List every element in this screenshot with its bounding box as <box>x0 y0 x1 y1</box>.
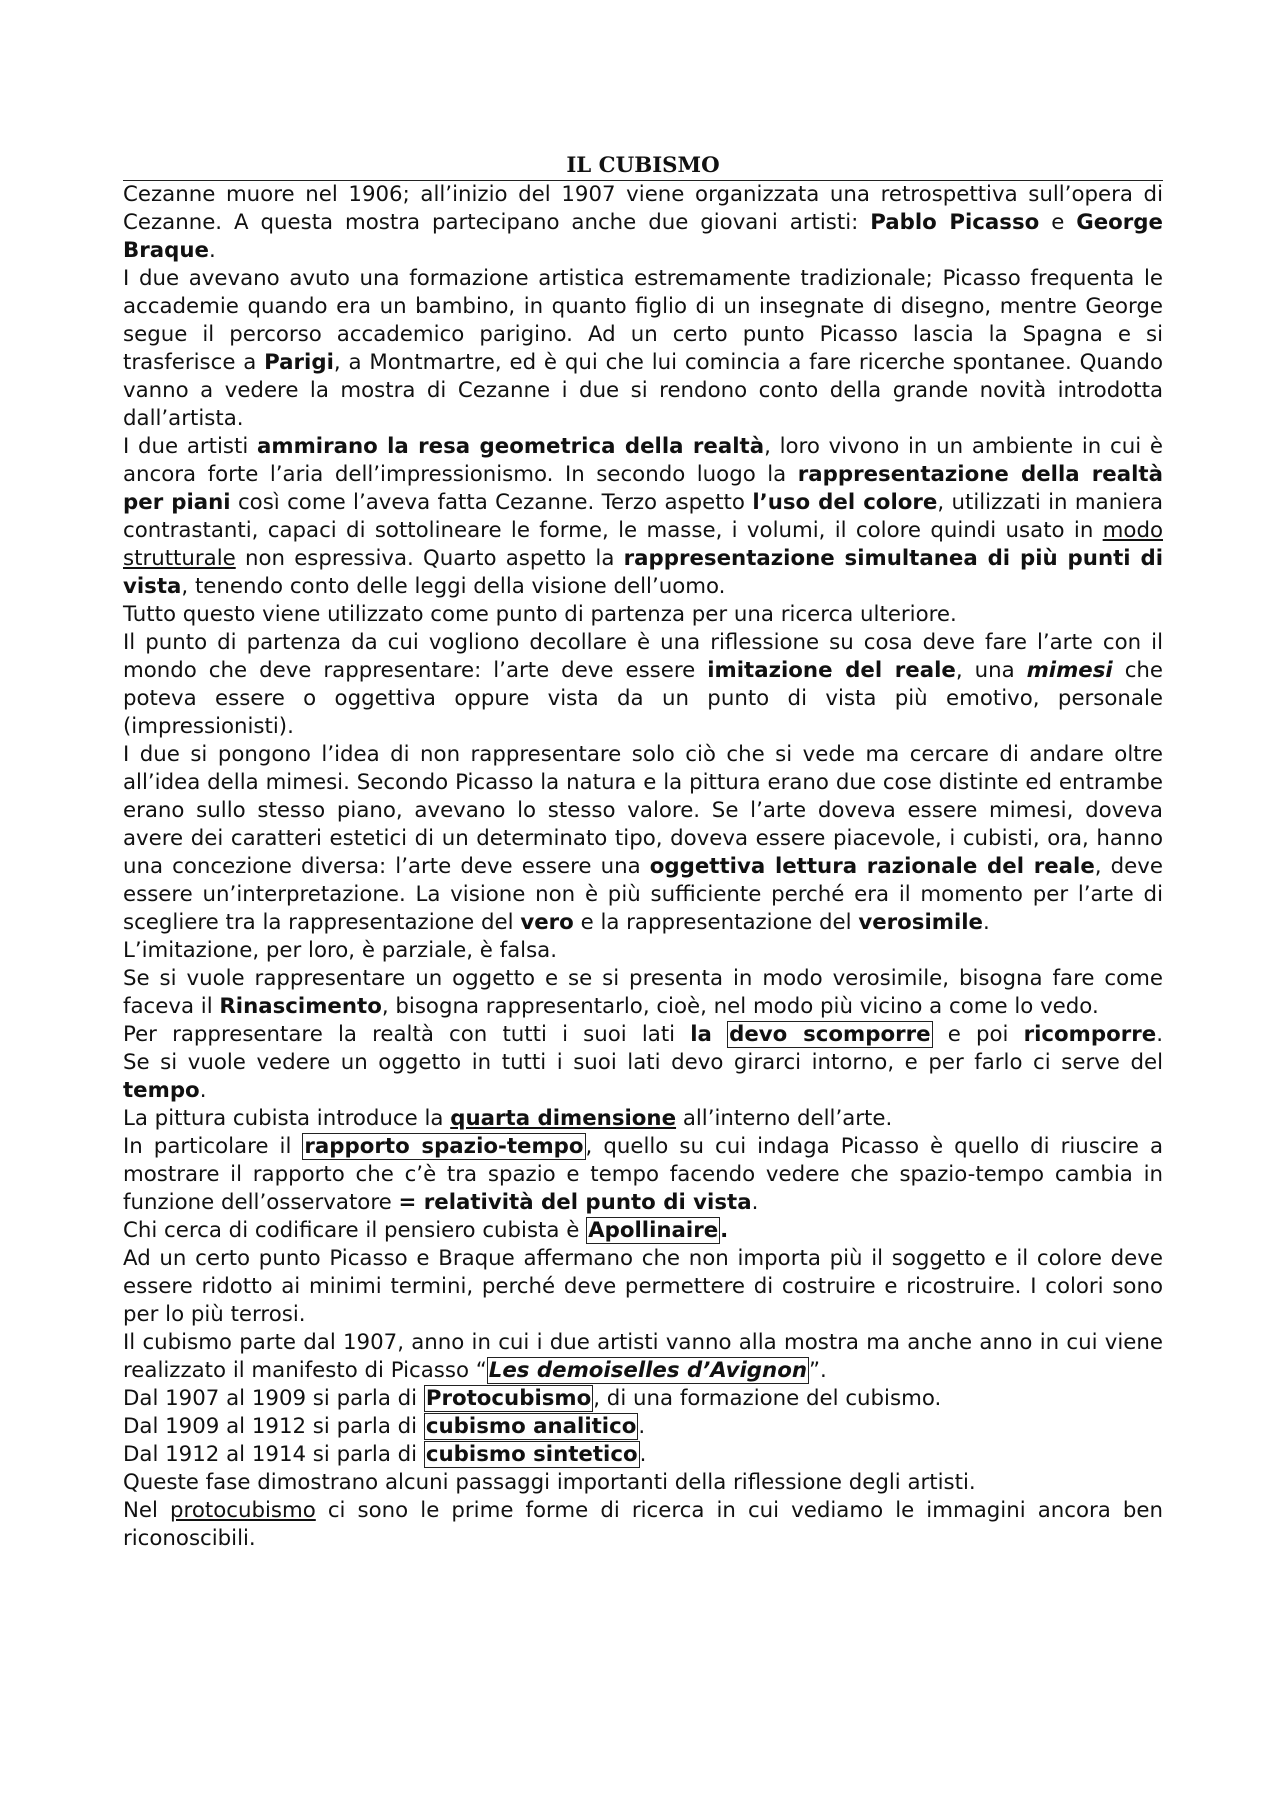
paragraph <box>123 1021 1163 1049</box>
paragraph <box>123 1441 1163 1469</box>
text-run: , tenendo conto delle leggi della visione dell’uomo. <box>181 574 726 599</box>
paragraph <box>123 1049 1163 1105</box>
text-run: all’interno dell’arte. <box>676 1106 893 1131</box>
paragraph <box>123 965 1163 1021</box>
paragraph <box>123 1469 1163 1497</box>
bold-text: mimesi <box>1026 658 1113 683</box>
text-run: ”. <box>809 1358 827 1383</box>
paragraph <box>123 1329 1163 1385</box>
text-run: Dal 1909 al 1912 si parla di <box>123 1414 424 1439</box>
text-run: e <box>1039 210 1077 235</box>
text-run: Se si vuole vedere un oggetto in tutti i suoi lati devo girarci intorno, e per farlo ci serve del <box>123 1050 1163 1075</box>
text-run <box>712 1022 727 1047</box>
text-run: . <box>199 1078 207 1103</box>
text-run: I due avevano avuto una formazione artistica estremamente tradizionale; Picasso frequenta le accademie quando era un bambino, in quanto figlio di un insegnate di disegno, mentre George segue il percorso accademico parigino. Ad un certo punto Picasso lascia la Spagna e si trasferisce a <box>123 266 1163 375</box>
text-run: , bisogna rappresentarlo, cioè, nel modo più vicino a come lo vedo. <box>381 994 1099 1019</box>
paragraph <box>123 601 1163 629</box>
text-run: I due artisti <box>123 434 258 459</box>
text-run: I due si pongono l’idea di non rappresentare solo ciò che si vede ma cercare di andare oltre all’idea della mimesi. Secondo Picasso la natura e la pittura erano due cose distinte ed entrambe erano sullo stesso piano, avevano lo stesso valore. Se l’arte doveva essere mimesi, doveva avere dei caratteri estetici di un determinato tipo, doveva essere piacevole, i cubisti, ora, hanno una concezione diversa: l’arte deve essere una <box>123 742 1163 879</box>
text-run: , a Montmartre, ed è qui che lui comincia a fare ricerche spontanee. Quando vanno a vedere la mostra di Cezanne i due si rendono conto della grande novità introdotta dall’artista. <box>123 350 1163 431</box>
bold-text: ammirano la resa geometrica della realtà <box>257 434 765 459</box>
text-run: , loro vivono in un ambiente in cui è ancora forte l’aria dell’impressionismo. In secondo luogo la <box>123 434 1163 487</box>
bold-text: rappresentazione simultanea di più punti di vista <box>123 546 1163 599</box>
paragraph <box>123 629 1163 741</box>
text-run: Chi cerca di codificare il pensiero cubista è <box>123 1218 587 1243</box>
bold-text: la <box>690 1022 712 1047</box>
text-run: Per rappresentare la realtà con tutti i suoi lati <box>123 1022 691 1047</box>
boxed-term: Les demoiselles d’Avignon <box>488 1358 807 1383</box>
bold-text: Pablo Picasso <box>870 210 1040 235</box>
text-run: , di una formazione del cubismo. <box>593 1386 942 1411</box>
boxed-term: Apollinaire <box>588 1218 719 1243</box>
text-run: Queste fase dimostrano alcuni passaggi importanti della riflessione degli artisti. <box>123 1470 976 1495</box>
text-run: così come l’aveva fatta Cezanne. Terzo aspetto <box>230 490 753 515</box>
paragraph <box>123 181 1163 265</box>
bold-text: . <box>720 1218 729 1243</box>
bold-text: rappresentazione della realtà per piani <box>123 462 1163 515</box>
text-run: Il punto di partenza da cui vogliono decollare è una riflessione su cosa deve fare l’arte con il mondo che deve rappresentare: l’arte deve essere <box>123 630 1163 683</box>
text-run: protocubismo <box>170 1498 316 1523</box>
text-run: . <box>638 1414 646 1439</box>
paragraph <box>123 1105 1163 1133</box>
bold-text: quarta dimensione <box>450 1106 677 1131</box>
text-run: Se si vuole rappresentare un oggetto e se si presenta in modo verosimile, bisogna fare come faceva il <box>123 966 1163 1019</box>
text-run: non espressiva. Quarto aspetto la <box>235 546 624 571</box>
text-run: , deve essere un’interpretazione. La visione non è più sufficiente perché era il momento per l’arte di scegliere tra la rappresentazione del <box>123 854 1163 935</box>
paragraph <box>123 1385 1163 1413</box>
bold-text: imitazione del reale <box>707 658 956 683</box>
boxed-term: cubismo sintetico <box>425 1442 638 1467</box>
boxed-term: cubismo analitico <box>425 1414 637 1439</box>
bold-text: vero <box>520 910 574 935</box>
text-run: che poteva essere o oggettiva oppure vista da un punto di vista più emotivo, personale (impressionisti). <box>123 658 1164 739</box>
bold-text: l’uso del colore <box>752 490 938 515</box>
boxed-term: rapporto spazio-tempo <box>304 1134 584 1159</box>
text-run: Tutto questo viene utilizzato come punto di partenza per una ricerca ulteriore. <box>123 602 957 627</box>
text-run: . <box>1156 1022 1163 1047</box>
paragraph <box>123 1133 1163 1217</box>
paragraph <box>123 741 1163 937</box>
text-run: . <box>983 910 990 935</box>
text-run: Dal 1907 al 1909 si parla di <box>123 1386 424 1411</box>
text-run: e poi <box>932 1022 1024 1047</box>
text-run: , quello su cui indaga Picasso è quello di riuscire a mostrare il rapporto che c’è tra spazio e tempo facendo vedere che spazio-tempo cambia in funzione dell’osservatore <box>123 1134 1163 1215</box>
bold-text: oggettiva lettura razionale del reale <box>649 854 1095 879</box>
paragraph <box>123 265 1163 433</box>
text-run: L’imitazione, per loro, è parziale, è falsa. <box>123 938 557 963</box>
bold-text: tempo <box>123 1078 200 1103</box>
text-run: In particolare il <box>123 1134 303 1159</box>
text-run: Ad un certo punto Picasso e Braque affermano che non importa più il soggetto e il colore deve essere ridotto ai minimi termini, perché deve permettere di costruire e ricostruire. I colori sono per lo più terrosi. <box>123 1246 1163 1327</box>
paragraph-list <box>123 181 1163 1553</box>
text-run: . <box>208 238 216 263</box>
text-run: modo strutturale <box>123 518 1163 571</box>
paragraph <box>123 433 1163 601</box>
boxed-term: Protocubismo <box>425 1386 592 1411</box>
text-run: Nel <box>123 1498 171 1523</box>
bold-text: ricomporre <box>1023 1022 1157 1047</box>
text-run: Dal 1912 al 1914 si parla di <box>123 1442 424 1467</box>
text-run: . <box>639 1442 647 1467</box>
text-run: Il cubismo parte dal 1907, anno in cui i due artisti vanno alla mostra ma anche anno in cui viene realizzato il manifesto di Picasso “ <box>123 1330 1163 1383</box>
paragraph <box>123 1413 1163 1441</box>
bold-text: = relatività del punto di vista <box>398 1190 752 1215</box>
paragraph <box>123 937 1163 965</box>
paragraph <box>123 1497 1163 1553</box>
text-run: . <box>751 1190 759 1215</box>
bold-text: verosimile <box>858 910 983 935</box>
bold-text: George Braque <box>123 210 1163 263</box>
text-run: La pittura cubista introduce la <box>123 1106 451 1131</box>
text-run: ci sono le prime forme di ricerca in cui vediamo le immagini ancora ben riconoscibili. <box>123 1498 1163 1551</box>
text-run: Cezanne muore nel 1906; all’inizio del 1907 viene organizzata una retrospettiva sull’opera di Cezanne. A questa mostra partecipano anche due giovani artisti: <box>123 182 1163 235</box>
document-body <box>123 152 1163 1553</box>
page-title: IL CUBISMO <box>123 152 1163 181</box>
paragraph <box>123 1245 1163 1329</box>
text-run: , utilizzati in maniera contrastanti, capaci di sottolineare le forme, le masse, i volumi, il colore quindi usato in <box>123 490 1164 543</box>
bold-text: Parigi <box>264 350 334 375</box>
paragraph <box>123 1217 1163 1245</box>
text-run: e la rappresentazione del <box>573 910 859 935</box>
text-run: , una <box>955 658 1027 683</box>
boxed-term: devo scomporre <box>729 1022 931 1047</box>
bold-text: Rinascimento <box>219 994 382 1019</box>
